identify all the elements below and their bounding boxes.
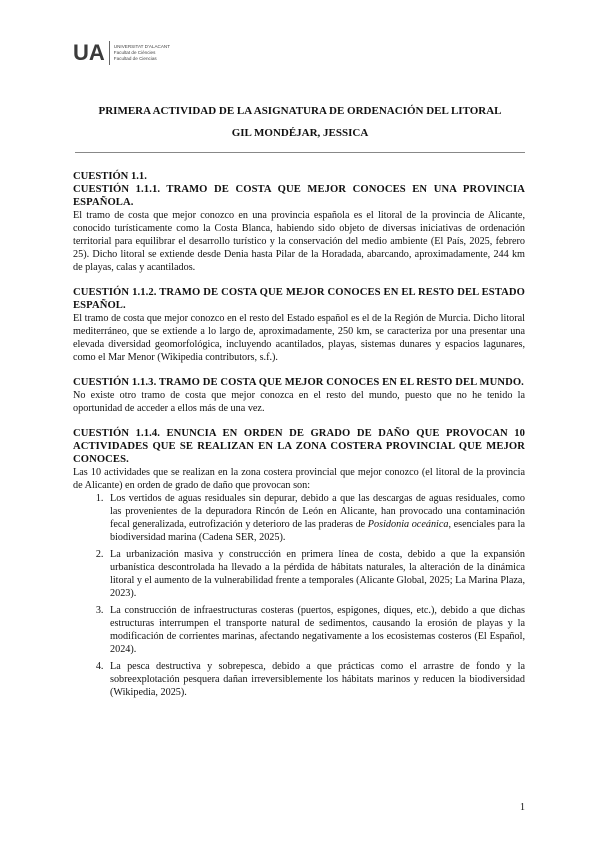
document-title	[72, 100, 528, 144]
heading-q113: CUESTIÓN 1.1.3. TRAMO DE COSTA QUE MEJOR CONOCES EN EL RESTO DEL MUNDO.	[73, 377, 524, 388]
logo-mark: UA	[73, 41, 110, 65]
heading-q111: CUESTIÓN 1.1.1. TRAMO DE COSTA QUE MEJOR CONOCES EN UNA PROVINCIA ESPAÑOLA.	[73, 184, 525, 208]
heading-q114: CUESTIÓN 1.1.4. ENUNCIA EN ORDEN DE GRADO DE DAÑO QUE PROVOCAN 10 ACTIVIDADES QUE SE REALIZAN EN LA ZONA COSTERA PROVINCIAL QUE MEJOR CONOCES.	[73, 428, 525, 465]
author-name: GIL MONDÉJAR, JESSICA	[231, 127, 369, 139]
heading-q112: CUESTIÓN 1.1.2. TRAMO DE COSTA QUE MEJOR CONOCES EN EL RESTO DEL ESTADO ESPAÑOL.	[73, 287, 525, 311]
title-line-1: PRIMERA ACTIVIDAD DE LA ASIGNATURA DE ORDENACIÓN DEL LITORAL	[98, 105, 502, 117]
list-item: 2. La urbanización masiva y construcción en primera línea de costa, debido a que la expansión urbanística descontrolada ha llevado a la pérdida de hábitats naturales, la alteración de la dinámica litoral y el aumento de la vulnerabilidad frente a temporales (Alicante Global, 2025; La Marina Plaza, 2023).	[106, 548, 525, 600]
logo-line-2: Facultat de Ciències	[113, 50, 156, 55]
list-item: 1. Los vertidos de aguas residuales sin depurar, debido a que las descargas de aguas residuales, como las provenientes de la depuradora Rincón de León en Alicante, han provocado una contaminación fecal generalizada, eutrofización y deterioro de las praderas de Posidonia oceánica, esenciales para la biodiversidad marina (Cadena SER, 2025).	[106, 492, 525, 544]
page-number: 1	[520, 802, 525, 813]
damage-activities-list	[73, 492, 525, 699]
logo-line-1: UNIVERSITAT D'ALACANT	[113, 44, 171, 49]
university-logo	[73, 38, 173, 68]
intro-q114: Las 10 actividades que se realizan en la zona costera provincial que mejor conozco (el litoral de la provincia de Alicante) en orden de grado de daño que provocan son:	[73, 467, 525, 491]
body-q111: El tramo de costa que mejor conozco en una provincia española es el litoral de la provincia de Alicante, conocido turísticamente como la Costa Blanca, habiendo sido objeto de diversas iniciativas de ordenación territorial para equilibrar el desarrollo turístico y la conservación del medio ambiente (El País, 2025, febrero 25). Dicho litoral se extiende desde Denia hasta Pilar de la Horadada, abarcando, aproximadamente, 244 km de playas, calas y acantilados.	[73, 210, 525, 273]
heading-q1: CUESTIÓN 1.1.	[73, 171, 147, 182]
body-q113: No existe otro tramo de costa que mejor conozca en el resto del mundo, puesto que no he tenido la oportunidad de acceder a ellos más de una vez.	[73, 390, 525, 414]
list-item: 3. La construcción de infraestructuras costeras (puertos, espigones, diques, etc.), debido a que dichas estructuras interrumpen el transporte natural de sedimentos, causando la erosión de playas y la modificación de corrientes marinas, afectando negativamente a los ecosistemas costeros (El Español, 2024).	[106, 604, 525, 656]
title-divider	[75, 152, 525, 153]
logo-line-3: Facultad de Ciencias	[113, 56, 157, 61]
body-q112: El tramo de costa que mejor conozco en el resto del Estado español es el de la Región de Murcia. Dicho litoral mediterráneo, que se extiende a lo largo de, aproximadamente, 250 km, se caracteriza por una presentar una elevada diversidad geomorfológica, incluyendo acantilados, playas, sistemas dunares y espacios lagunares, como el Mar Menor (Wikipedia contributors, s.f.).	[73, 313, 525, 363]
document-body	[73, 170, 525, 703]
list-item: 4. La pesca destructiva y sobrepesca, debido a que prácticas como el arrastre de fondo y la sobreexplotación pesquera dañan irreversiblemente los hábitats marinos y reducen la biodiversidad (Wikipedia, 2025).	[106, 660, 525, 699]
logo-text	[110, 44, 170, 62]
